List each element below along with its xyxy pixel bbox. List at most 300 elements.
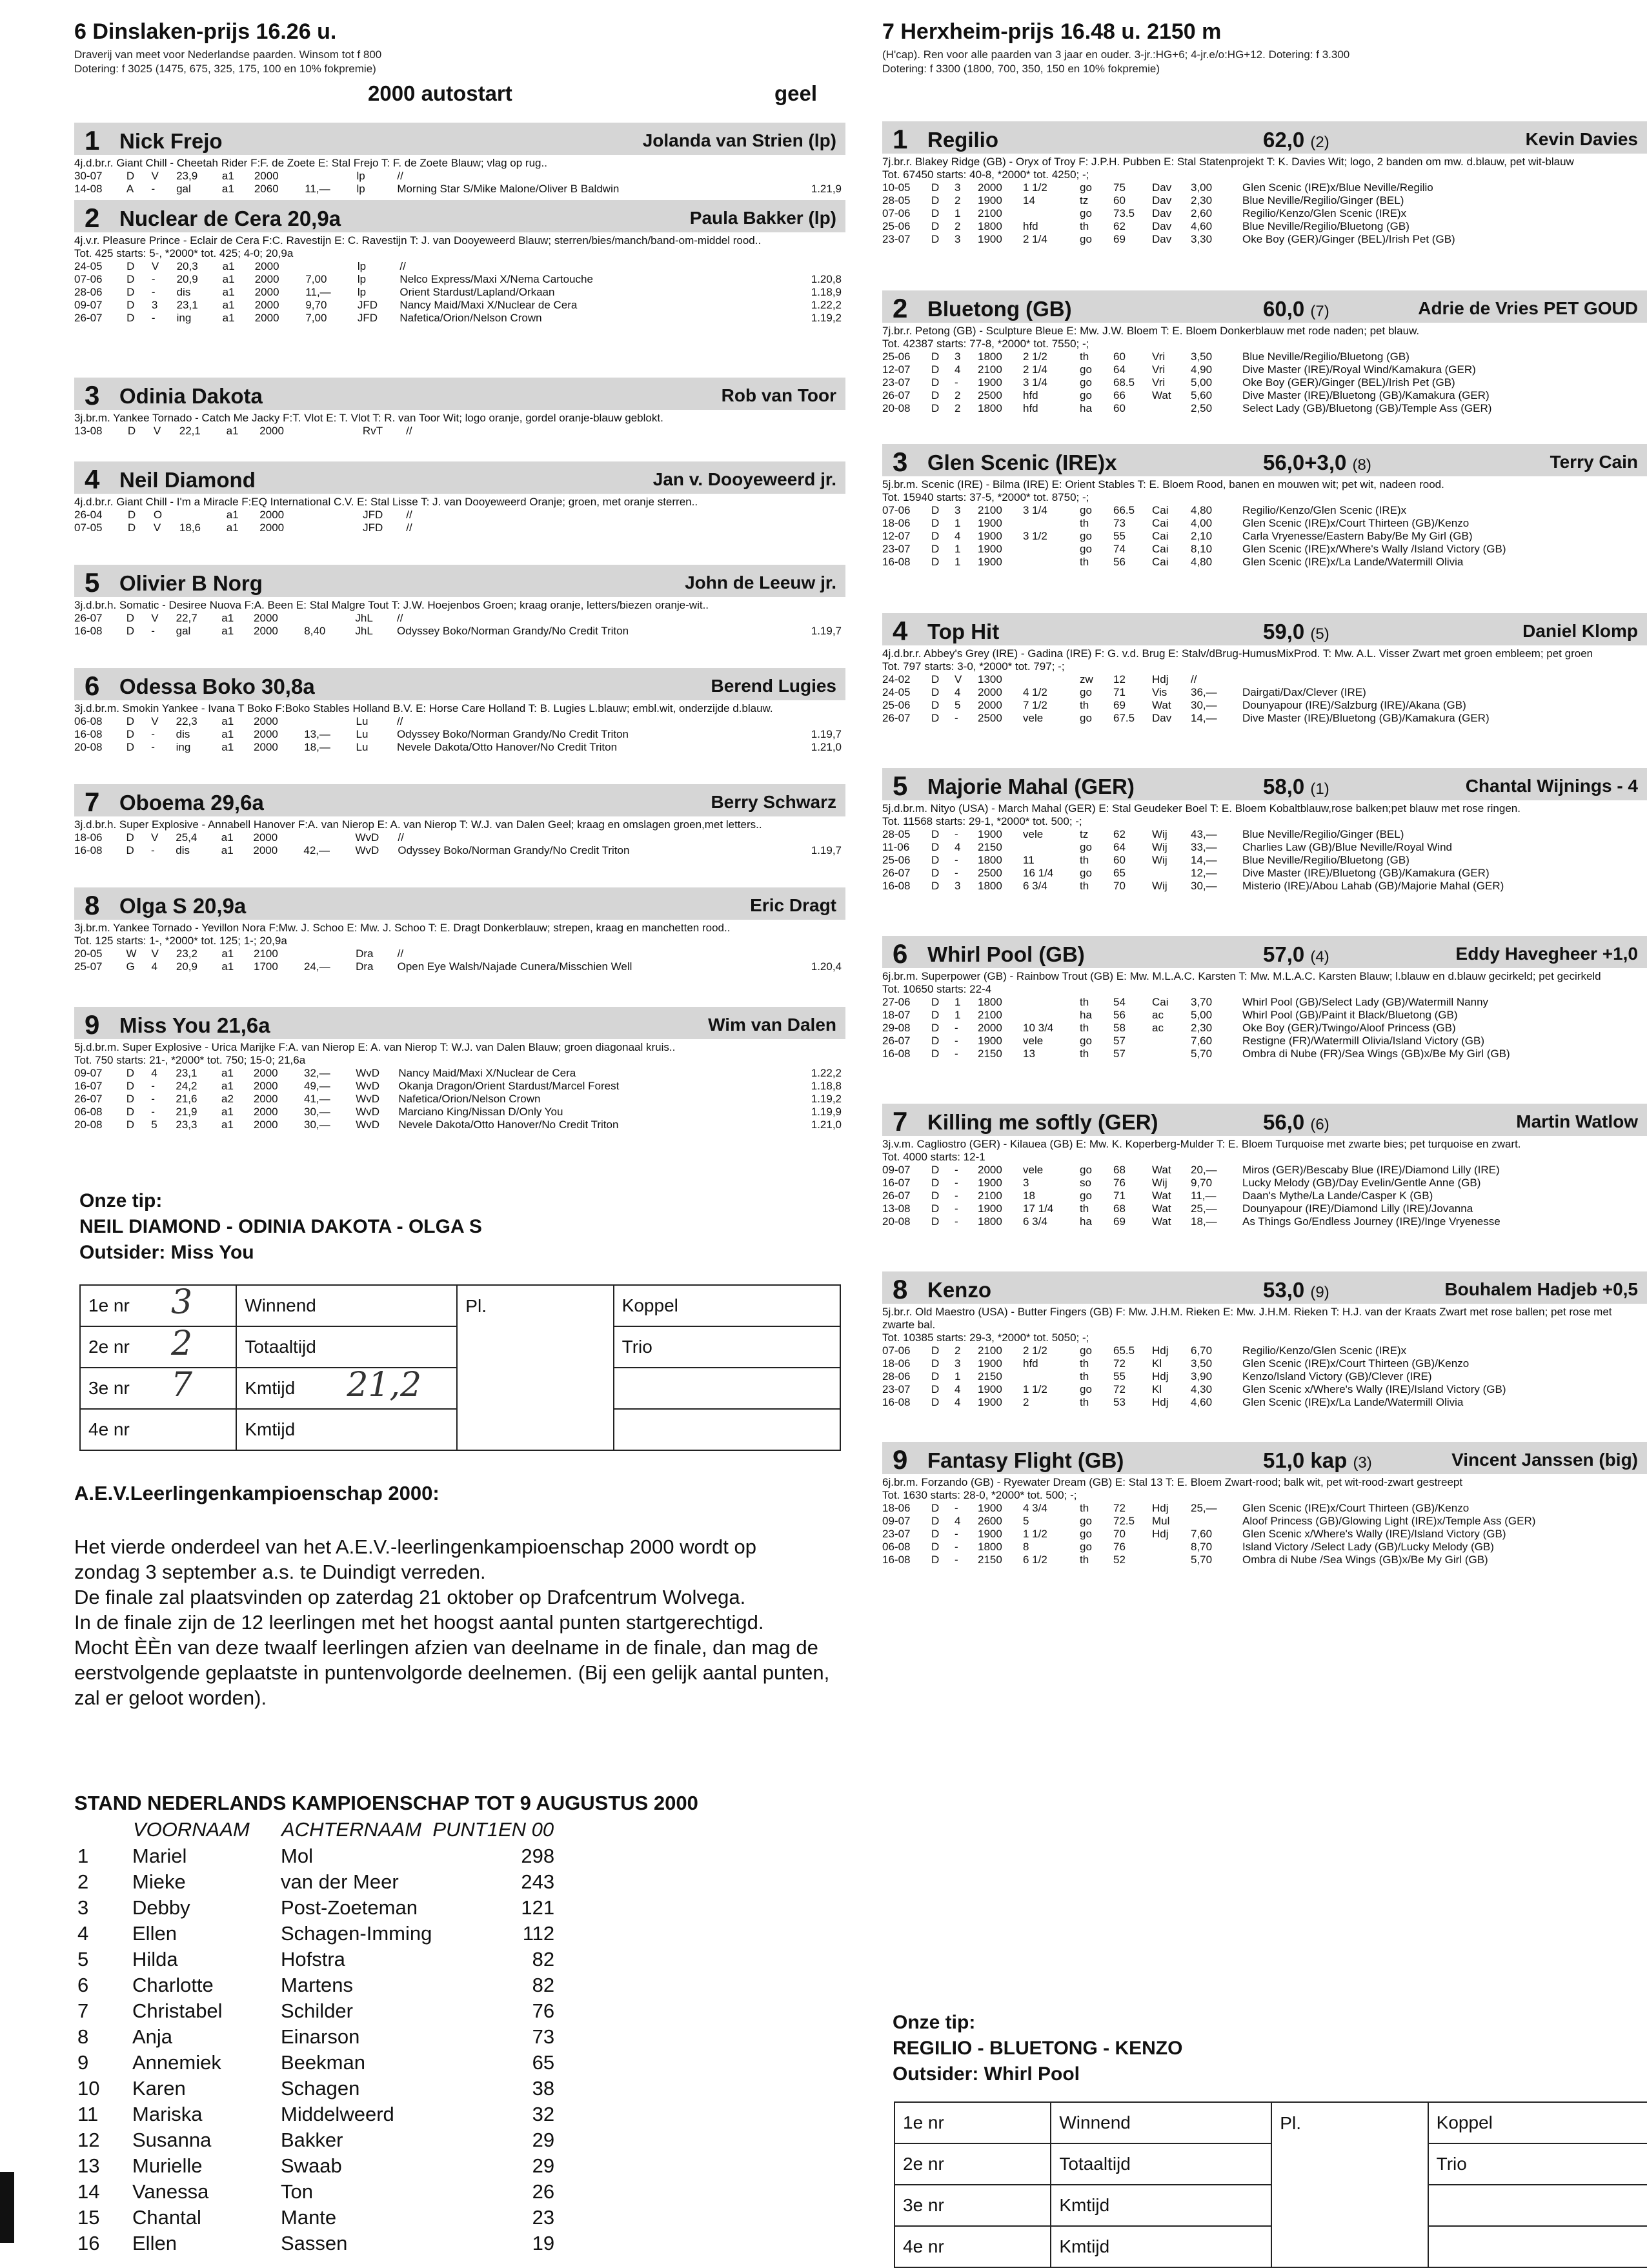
result-cell: -: [955, 1541, 958, 1553]
horse-weight: [1263, 451, 1371, 475]
weight-value: 56,0: [1263, 1110, 1305, 1134]
result-cell: 17 1/4: [1023, 1202, 1054, 1215]
result-cell: 23,3: [176, 1119, 197, 1131]
entry-header-bar: [882, 1271, 1647, 1304]
result-cell: go: [1080, 207, 1092, 219]
horse-name-text: Olivier B Norg: [119, 571, 263, 595]
result-cell: 75: [1113, 181, 1126, 194]
standings-cell: 26: [532, 2180, 555, 2203]
result-cell: Dav: [1152, 233, 1172, 245]
results-table: [882, 504, 1633, 569]
driver-name: Paula Bakker (lp): [689, 208, 836, 228]
result-cell: go: [1080, 543, 1092, 555]
result-cell: Dav: [1152, 220, 1172, 232]
result-cell: -: [151, 273, 156, 285]
result-cell: Dav: [1152, 181, 1172, 194]
result-cell: [304, 612, 355, 625]
standings-cell: 76: [532, 2000, 555, 2022]
result-cell: [1023, 996, 1080, 1009]
grid-row-label: 2e nr: [894, 2143, 1051, 2185]
result-cell: 62: [1113, 828, 1126, 840]
standings-cell: 23: [532, 2206, 555, 2229]
result-cell: 23-07: [882, 1383, 911, 1395]
result-cell: 7,60: [1191, 1035, 1213, 1047]
result-cell: 20,9: [176, 273, 198, 285]
result-cell: 68: [1113, 1202, 1126, 1215]
result-cell: 21,9: [176, 1106, 197, 1118]
result-cell: th: [1080, 220, 1089, 232]
entry-header-bar: [74, 1007, 845, 1039]
standings-cell: 10: [77, 2077, 100, 2100]
result-cell: 14: [1023, 194, 1035, 207]
result-cell: Lu: [356, 741, 369, 753]
standings-cell: Hofstra: [281, 1948, 345, 1970]
result-cell: 65: [1113, 867, 1126, 879]
result-cell: 4 1/2: [1023, 686, 1047, 698]
standings-row: [77, 2153, 554, 2179]
result-cell: [305, 260, 358, 273]
result-cell: 28-05: [882, 828, 911, 840]
weight-value: 59,0: [1263, 620, 1305, 643]
result-cell: D: [126, 831, 134, 844]
result-cell: a1: [221, 947, 234, 960]
result-cell: vele: [1023, 828, 1044, 840]
result-cell: 2060: [254, 183, 279, 195]
result-cell: 65.5: [1113, 1344, 1135, 1357]
race6-entry: [74, 461, 845, 534]
standings-cell: Swaab: [281, 2154, 342, 2177]
result-cell: 69: [1113, 699, 1126, 711]
result-cell: 18-07: [882, 1009, 911, 1021]
article-paragraph: In de finale zijn de 12 leerlingen met het hoogst aantal punten startgerechtigd.: [74, 1611, 764, 1634]
result-cell: 4: [955, 1515, 961, 1527]
result-cell: [179, 509, 227, 521]
entry-header-bar: [74, 887, 845, 920]
result-cell: 23-07: [882, 1528, 911, 1540]
horse-weight: [1263, 942, 1329, 967]
result-cell: 41,—: [303, 1093, 330, 1105]
result-cell: th: [1080, 1357, 1089, 1370]
horse-stats: Tot. 4000 starts: 12-1: [882, 1151, 985, 1163]
grid-empty-cell: [1428, 2185, 1647, 2226]
result-cell: ha: [1080, 1215, 1092, 1228]
result-cell: 1900: [978, 1383, 1002, 1395]
result-cell: 4: [955, 1383, 961, 1395]
grid-pl: Pl.: [457, 1285, 613, 1450]
result-cell: As Things Go/Endless Journey (IRE)/Inge Vryenesse: [1242, 1215, 1500, 1228]
result-cell: a1: [221, 960, 234, 973]
result-cell: 09-07: [882, 1164, 911, 1176]
result-cell: a1: [221, 612, 234, 624]
result-cell: 1900: [978, 1202, 1002, 1215]
result-cell: 6 3/4: [1023, 1215, 1047, 1228]
result-cell: 53: [1113, 1396, 1126, 1408]
race6-tip: NEIL DIAMOND - ODINIA DAKOTA - OLGA S: [79, 1216, 482, 1237]
grid-pl: Pl.: [1271, 2102, 1428, 2267]
result-cell: a1: [226, 521, 239, 534]
result-row: [74, 1106, 845, 1119]
result-cell: D: [931, 673, 940, 685]
result-cell: D: [931, 1022, 940, 1034]
result-row: [882, 673, 1633, 686]
race6-entry: [74, 1007, 845, 1131]
handwritten-time: 21,2: [347, 1366, 422, 1404]
result-cell: Lucky Melody (GB)/Day Evelin/Gentle Anne (GB): [1242, 1177, 1481, 1189]
result-cell: so: [1080, 1177, 1091, 1189]
standings-cell: Einarson: [281, 2025, 360, 2048]
result-cell: 24-05: [882, 686, 911, 698]
result-cell: -: [150, 844, 155, 856]
result-cell: 52: [1113, 1554, 1126, 1566]
standings-cell: van der Meer: [281, 1870, 399, 1893]
results-table: [74, 170, 845, 196]
result-cell: 1800: [978, 854, 1002, 866]
result-cell: 4,30: [1191, 1383, 1213, 1395]
result-cell: 14,—: [1191, 854, 1217, 866]
standings-cell: Middelweerd: [281, 2103, 394, 2125]
result-cell: -: [151, 312, 156, 324]
result-cell: go: [1080, 1528, 1092, 1540]
results-table: [74, 715, 845, 754]
standings-row: [77, 1921, 554, 1947]
standings-cell: 121: [521, 1896, 555, 1919]
result-cell: D: [126, 286, 135, 298]
race7-entry: [882, 444, 1647, 569]
grid-row-label: 3e nr: [894, 2185, 1051, 2226]
grid-row-label: 1e nr: [894, 2102, 1051, 2143]
result-cell: 1800: [978, 402, 1002, 414]
result-cell: th: [1080, 699, 1089, 711]
result-row: [882, 686, 1633, 699]
result-cell: th: [1080, 1396, 1089, 1408]
standings-cell: 13: [77, 2154, 100, 2177]
result-cell: 4: [955, 841, 961, 853]
jockey-name: Terry Cain: [1550, 452, 1638, 472]
result-cell: th: [1080, 1502, 1089, 1514]
result-cell: Odyssey Boko/Norman Grandy/No Credit Triton: [396, 728, 629, 740]
result-cell: 25-06: [882, 854, 911, 866]
result-cell: 2 1/2: [1023, 350, 1047, 363]
result-cell: 3 1/4: [1023, 376, 1047, 389]
result-cell: 60: [1113, 194, 1126, 207]
result-cell: a1: [221, 715, 234, 727]
result-cell: Cai: [1152, 543, 1169, 555]
result-cell: 71: [1113, 1190, 1126, 1202]
result-cell: JFD: [357, 312, 378, 324]
result-cell: D: [126, 170, 135, 182]
result-cell: 1 1/2: [1023, 1528, 1047, 1540]
result-cell: 20-08: [74, 1119, 103, 1131]
result-cell: //: [397, 947, 404, 960]
result-cell: D: [931, 996, 940, 1008]
standings-cell: 298: [521, 1845, 555, 1867]
standings-cell: Hilda: [132, 1948, 178, 1970]
grid-col-totaaltijd: Totaaltijd: [1051, 2143, 1271, 2185]
result-cell: D: [931, 220, 940, 232]
entry-number: 3: [893, 447, 908, 477]
result-cell: Open Eye Walsh/Najade Cunera/Misschien Well: [397, 960, 632, 973]
result-cell: 07-05: [74, 521, 103, 534]
result-cell: Blue Neville/Regilio/Ginger (BEL): [1242, 828, 1404, 840]
result-cell: 14,—: [1191, 712, 1217, 724]
result-cell: 06-08: [74, 715, 103, 727]
result-cell: 5: [1023, 1515, 1029, 1527]
result-cell: 5,70: [1191, 1048, 1213, 1060]
result-cell: Glen Scenic (IRE)x/Court Thirteen (GB)/Kenzo: [1242, 517, 1470, 529]
result-cell: 3 1/2: [1023, 530, 1047, 542]
entry-number: 7: [85, 787, 100, 817]
result-cell: D: [126, 260, 135, 272]
result-cell: 2,10: [1191, 530, 1213, 542]
result-cell: lp: [357, 286, 367, 298]
result-cell: 1900: [978, 530, 1002, 542]
result-cell: 4,80: [1191, 504, 1213, 516]
result-cell: -: [955, 1554, 958, 1566]
standings-cell: Karen: [132, 2077, 186, 2100]
race6-betting-grid: [79, 1284, 841, 1451]
result-cell: 12,—: [1191, 867, 1217, 879]
result-cell: Mul: [1152, 1515, 1170, 1527]
standings-title: STAND NEDERLANDS KAMPIOENSCHAP TOT 9 AUGUSTUS 2000: [74, 1792, 698, 1814]
result-cell: ac: [1152, 1022, 1164, 1034]
result-cell: [1023, 673, 1080, 686]
standings-cell: Ton: [281, 2180, 313, 2203]
result-cell: -: [151, 286, 156, 298]
horse-name: Top Hit: [927, 620, 1000, 643]
horse-rating: 20,9a: [287, 207, 341, 230]
result-cell: 64: [1113, 363, 1126, 376]
result-cell: th: [1080, 1370, 1089, 1382]
result-cell: 5: [955, 699, 961, 711]
result-cell: 26-07: [882, 1190, 911, 1202]
result-cell: 18-06: [882, 517, 911, 529]
result-cell: 76: [1113, 1541, 1126, 1553]
horse-description: 7j.br.r. Blakey Ridge (GB) - Oryx of Troy F: J.P.H. Pubben E: Stal Statenprojekt T: K. Davies Wit; logo, 2 banden om mw. d.blauw, pet wit-blauw: [882, 156, 1574, 168]
entry-number: 1: [893, 124, 908, 154]
result-cell: 23-07: [882, 376, 911, 389]
standings-cell: Schagen: [281, 2077, 360, 2100]
weight-value: 62,0: [1263, 128, 1305, 152]
result-cell: hfd: [1023, 220, 1038, 232]
result-cell: D: [931, 1344, 940, 1357]
result-cell: 30,—: [303, 1119, 330, 1131]
result-cell: 67.5: [1113, 712, 1135, 724]
result-row: [74, 1067, 845, 1080]
result-cell: 13,—: [304, 728, 330, 740]
result-cell: 32,—: [303, 1067, 330, 1079]
result-cell: go: [1080, 1344, 1092, 1357]
result-cell: Wij: [1152, 828, 1167, 840]
result-cell: 1.18,9: [811, 286, 842, 298]
horse-name-text: Nick Frejo: [119, 129, 223, 153]
result-cell: 43,—: [1191, 828, 1217, 840]
result-cell: D: [126, 1080, 134, 1092]
result-cell: 2 1/4: [1023, 233, 1047, 245]
result-cell: 1800: [978, 996, 1002, 1008]
article-paragraph: Het vierde onderdeel van het A.E.V.-leerlingenkampioenschap 2000 wordt op zondag 3 september a.s. te Duindigt verreden.: [74, 1535, 756, 1583]
result-cell: Dounyapour (IRE)/Salzburg (IRE)/Akana (GB): [1242, 699, 1466, 711]
result-cell: Nafetica/Orion/Nelson Crown: [398, 1093, 541, 1105]
result-cell: 2000: [253, 1106, 278, 1118]
result-cell: 18: [1023, 1190, 1035, 1202]
result-cell: Dra: [356, 947, 374, 960]
result-cell: 2500: [978, 389, 1002, 401]
result-cell: Cai: [1152, 530, 1169, 542]
standings-cell: Schagen-Imming: [281, 1922, 432, 1945]
result-cell: 5: [151, 1119, 157, 1131]
result-cell: D: [931, 376, 940, 389]
result-cell: a1: [226, 425, 239, 437]
race6-color: geel: [774, 81, 818, 105]
standings-cell: Mol: [281, 1845, 313, 1867]
result-cell: D: [931, 194, 940, 207]
result-row: [882, 1357, 1633, 1370]
result-cell: Wat: [1152, 389, 1171, 401]
standings-cell: Schilder: [281, 2000, 353, 2022]
result-row: [882, 854, 1633, 867]
result-cell: [793, 947, 845, 960]
result-cell: D: [931, 556, 940, 568]
result-cell: 16-07: [882, 1177, 911, 1189]
result-cell: dis: [176, 844, 190, 856]
result-cell: -: [955, 1528, 958, 1540]
standings-table: [77, 1816, 554, 2256]
result-cell: [794, 509, 845, 521]
result-cell: D: [931, 1164, 940, 1176]
result-cell: 20-08: [74, 741, 103, 753]
result-cell: 33,—: [1191, 841, 1217, 853]
result-cell: 58: [1113, 1022, 1126, 1034]
result-cell: Glen Scenic (IRE)x/Court Thirteen (GB)/Kenzo: [1242, 1357, 1470, 1370]
standings-row: [77, 2127, 554, 2153]
result-cell: -: [151, 728, 155, 740]
standings-cell: 8: [77, 2025, 89, 2048]
result-cell: th: [1080, 1554, 1089, 1566]
leerlingen-article: [74, 1481, 845, 1710]
result-cell: th: [1080, 1022, 1089, 1034]
result-cell: 25,—: [1191, 1202, 1217, 1215]
result-cell: dis: [176, 728, 190, 740]
horse-name: [119, 571, 263, 596]
result-cell: Orient Stardust/Lapland/Orkaan: [399, 286, 555, 298]
result-cell: Hdj: [1152, 1502, 1169, 1514]
result-cell: 1 1/2: [1023, 181, 1047, 194]
horse-name-text: Nuclear de Cera: [119, 207, 282, 230]
standings-cell: 73: [532, 2025, 555, 2048]
result-cell: 1: [955, 1009, 961, 1021]
result-cell: th: [1080, 1202, 1089, 1215]
result-cell: D: [931, 1541, 940, 1553]
result-cell: 07-06: [74, 273, 103, 285]
result-cell: Lu: [356, 715, 369, 727]
jockey-name: Eddy Havegheer +1,0: [1455, 944, 1638, 964]
result-cell: 2000: [259, 521, 285, 534]
results-table: [882, 996, 1633, 1060]
result-cell: 1900: [978, 556, 1002, 568]
result-row: [74, 831, 845, 844]
result-cell: Restigne (FR)/Watermill Olivia/Island Victory (GB): [1242, 1035, 1485, 1047]
result-cell: 25-06: [882, 699, 911, 711]
grid-row-label: 4e nr: [894, 2226, 1051, 2267]
standings-row: [77, 2101, 554, 2127]
standings-row: [77, 2205, 554, 2231]
result-cell: 2 1/4: [1023, 363, 1047, 376]
driver-name: Jan v. Dooyeweerd jr.: [652, 469, 836, 489]
result-cell: 2100: [978, 1190, 1002, 1202]
result-cell: [1023, 841, 1080, 854]
result-cell: lp: [356, 183, 365, 195]
result-cell: 3: [955, 1357, 961, 1370]
result-cell: 6,70: [1191, 1344, 1213, 1357]
result-cell: D: [931, 1515, 940, 1527]
result-row: [882, 402, 1633, 415]
entry-number: 7: [893, 1106, 908, 1137]
result-cell: 2000: [253, 1119, 278, 1131]
result-cell: a1: [221, 1106, 234, 1118]
result-cell: 16-08: [882, 556, 911, 568]
result-row: [74, 1119, 845, 1131]
result-row: [882, 517, 1633, 530]
result-row: [74, 299, 845, 312]
result-cell: 1: [955, 517, 961, 529]
standings-row: [77, 2024, 554, 2050]
result-cell: 2000: [254, 286, 279, 298]
result-cell: 1.20,8: [811, 273, 842, 285]
horse-weight: [1263, 297, 1329, 321]
result-cell: 1700: [253, 960, 278, 973]
handwritten-number: 7: [171, 1366, 193, 1404]
weight-value: 56,0+3,0: [1263, 451, 1347, 474]
result-cell: go: [1080, 363, 1092, 376]
result-cell: 4,60: [1191, 1396, 1213, 1408]
result-cell: 2000: [254, 741, 278, 753]
result-cell: 4,90: [1191, 363, 1213, 376]
result-cell: 1.19,7: [811, 728, 842, 740]
result-cell: Regilio/Kenzo/Glen Scenic (IRE)x: [1242, 504, 1407, 516]
result-cell: a1: [221, 183, 234, 195]
horse-name: Kenzo: [927, 1278, 991, 1302]
result-cell: go: [1080, 504, 1092, 516]
horse-description: 3j.br.m. Yankee Tornado - Yevillon Nora F:Mw. J. Schoo E: Mw. J. Schoo T: E. Dragt Donkerblauw; strepen, kraag en manchetten rood..: [74, 922, 731, 934]
result-cell: 06-08: [74, 1106, 103, 1118]
results-table: [882, 181, 1633, 246]
result-cell: 2,60: [1191, 207, 1213, 219]
result-cell: 55: [1113, 1370, 1126, 1382]
result-cell: Glen Scenic (IRE)x/La Lande/Watermill Olivia: [1242, 556, 1464, 568]
result-cell: th: [1080, 350, 1089, 363]
result-cell: 1.22,2: [811, 1067, 842, 1079]
result-row: [74, 521, 845, 534]
result-cell: D: [127, 509, 136, 521]
result-row: [74, 170, 845, 183]
result-cell: 42,—: [303, 844, 330, 856]
standings-row: [77, 2231, 554, 2256]
jockey-name: Martin Watlow: [1516, 1111, 1638, 1131]
result-cell: 2: [955, 194, 961, 207]
standings-cell: 3: [77, 1896, 89, 1919]
standings-cell: 15: [77, 2206, 100, 2229]
horse-weight: [1263, 1448, 1372, 1473]
result-cell: Vri: [1152, 376, 1166, 389]
result-cell: 28-05: [882, 194, 911, 207]
result-cell: 1.21,0: [811, 741, 842, 753]
draw-position: (4): [1310, 948, 1329, 966]
result-cell: Morning Star S/Mike Malone/Oliver B Baldwin: [397, 183, 620, 195]
result-row: [74, 960, 845, 973]
result-cell: -: [955, 1022, 958, 1034]
result-cell: D: [931, 1035, 940, 1047]
result-cell: 2000: [253, 1080, 278, 1092]
